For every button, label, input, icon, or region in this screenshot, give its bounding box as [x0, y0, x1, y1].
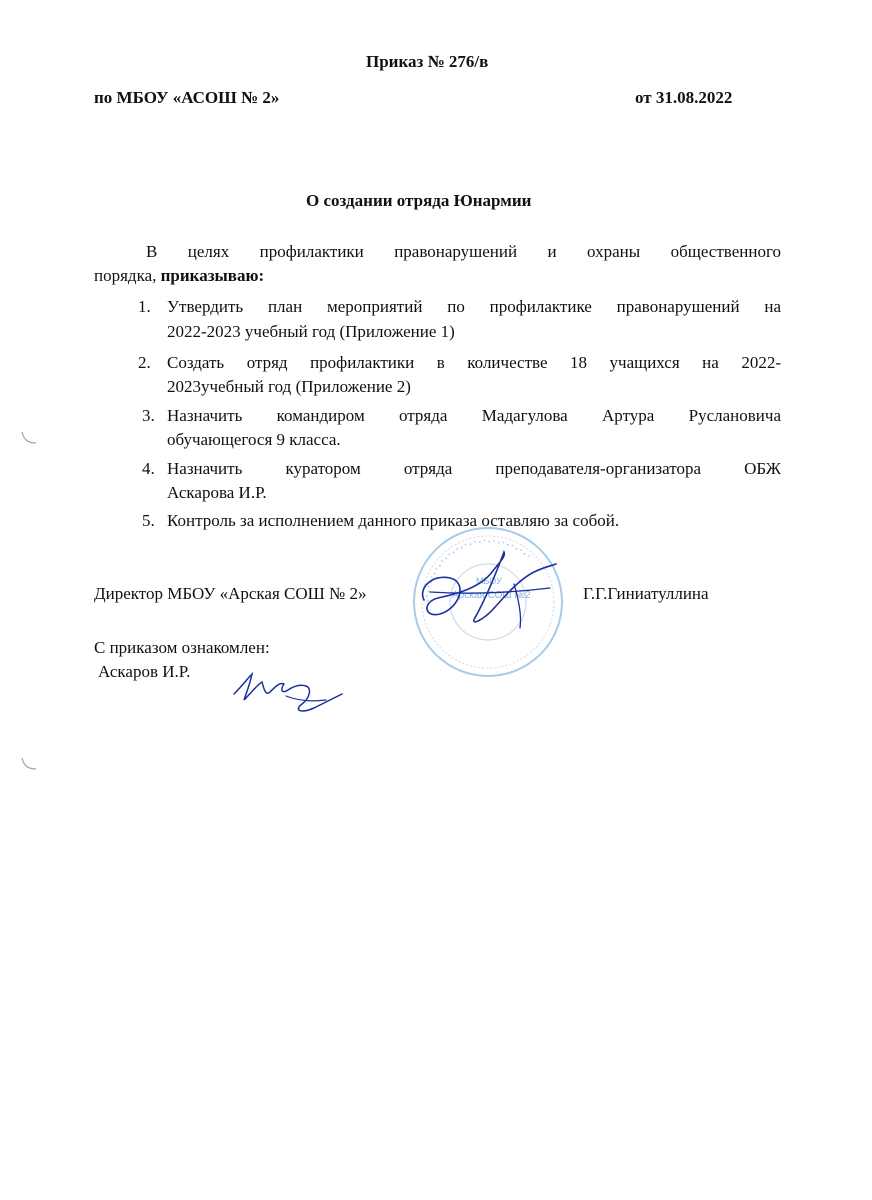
- item-number: 4.: [142, 459, 155, 478]
- item-number: 1.: [138, 297, 151, 316]
- item-text-line: 2022-2023 учебный год (Приложение 1): [167, 322, 455, 341]
- item-text-line: Аскарова И.Р.: [167, 483, 267, 502]
- item-text-line: Создать отряд профилактики в количестве 18 учащихся на 2022-: [167, 353, 781, 372]
- item-text-line: обучающегося 9 класса.: [167, 430, 341, 449]
- acknowledgement-signature: [230, 668, 350, 718]
- item-number: 5.: [142, 511, 155, 530]
- item-text-line: Назначить командиром отряда Мадагулова Артура Руслановича: [167, 406, 781, 425]
- intro-line-1: В целях профилактики правонарушений и охраны общественного: [146, 242, 781, 261]
- item-text-line: Назначить куратором отряда преподавателя-организатора ОБЖ: [167, 459, 781, 478]
- order-subject: О создании отряда Юнармии: [306, 191, 532, 210]
- intro-prefix: порядка,: [94, 266, 161, 285]
- order-title: Приказ № 276/в: [366, 52, 489, 71]
- signatory-position: Директор МБОУ «Арская СОШ № 2»: [94, 584, 367, 603]
- item-text-line: 2023учебный год (Приложение 2): [167, 377, 411, 396]
- intro-directive: приказываю:: [160, 266, 265, 285]
- stamp-top-text: МБОУ: [476, 576, 502, 586]
- item-number: 3.: [142, 406, 155, 425]
- organization-line: по МБОУ «АСОШ № 2»: [94, 88, 280, 107]
- director-signature: [410, 548, 560, 638]
- order-date: от 31.08.2022: [635, 88, 733, 107]
- stamp-center-text: Арская СОШ №2: [452, 590, 531, 601]
- item-text-line: Утвердить план мероприятий по профилактике правонарушений на: [167, 297, 781, 316]
- item-number: 2.: [138, 353, 151, 372]
- intro-line-2: [94, 266, 264, 286]
- punch-hole-mark: [18, 430, 38, 446]
- punch-hole-mark: [18, 756, 38, 772]
- acknowledgement-label: С приказом ознакомлен:: [94, 638, 270, 657]
- stamp-ring-text: • * • * • * • * • * • * • * • * • * • * • * • * • * • * • *: [424, 538, 531, 603]
- acknowledged-person: Аскаров И.Р.: [98, 662, 191, 681]
- signatory-name: Г.Г.Гиниатуллина: [583, 584, 709, 603]
- item-text-line: Контроль за исполнением данного приказа оставляю за собой.: [167, 511, 620, 530]
